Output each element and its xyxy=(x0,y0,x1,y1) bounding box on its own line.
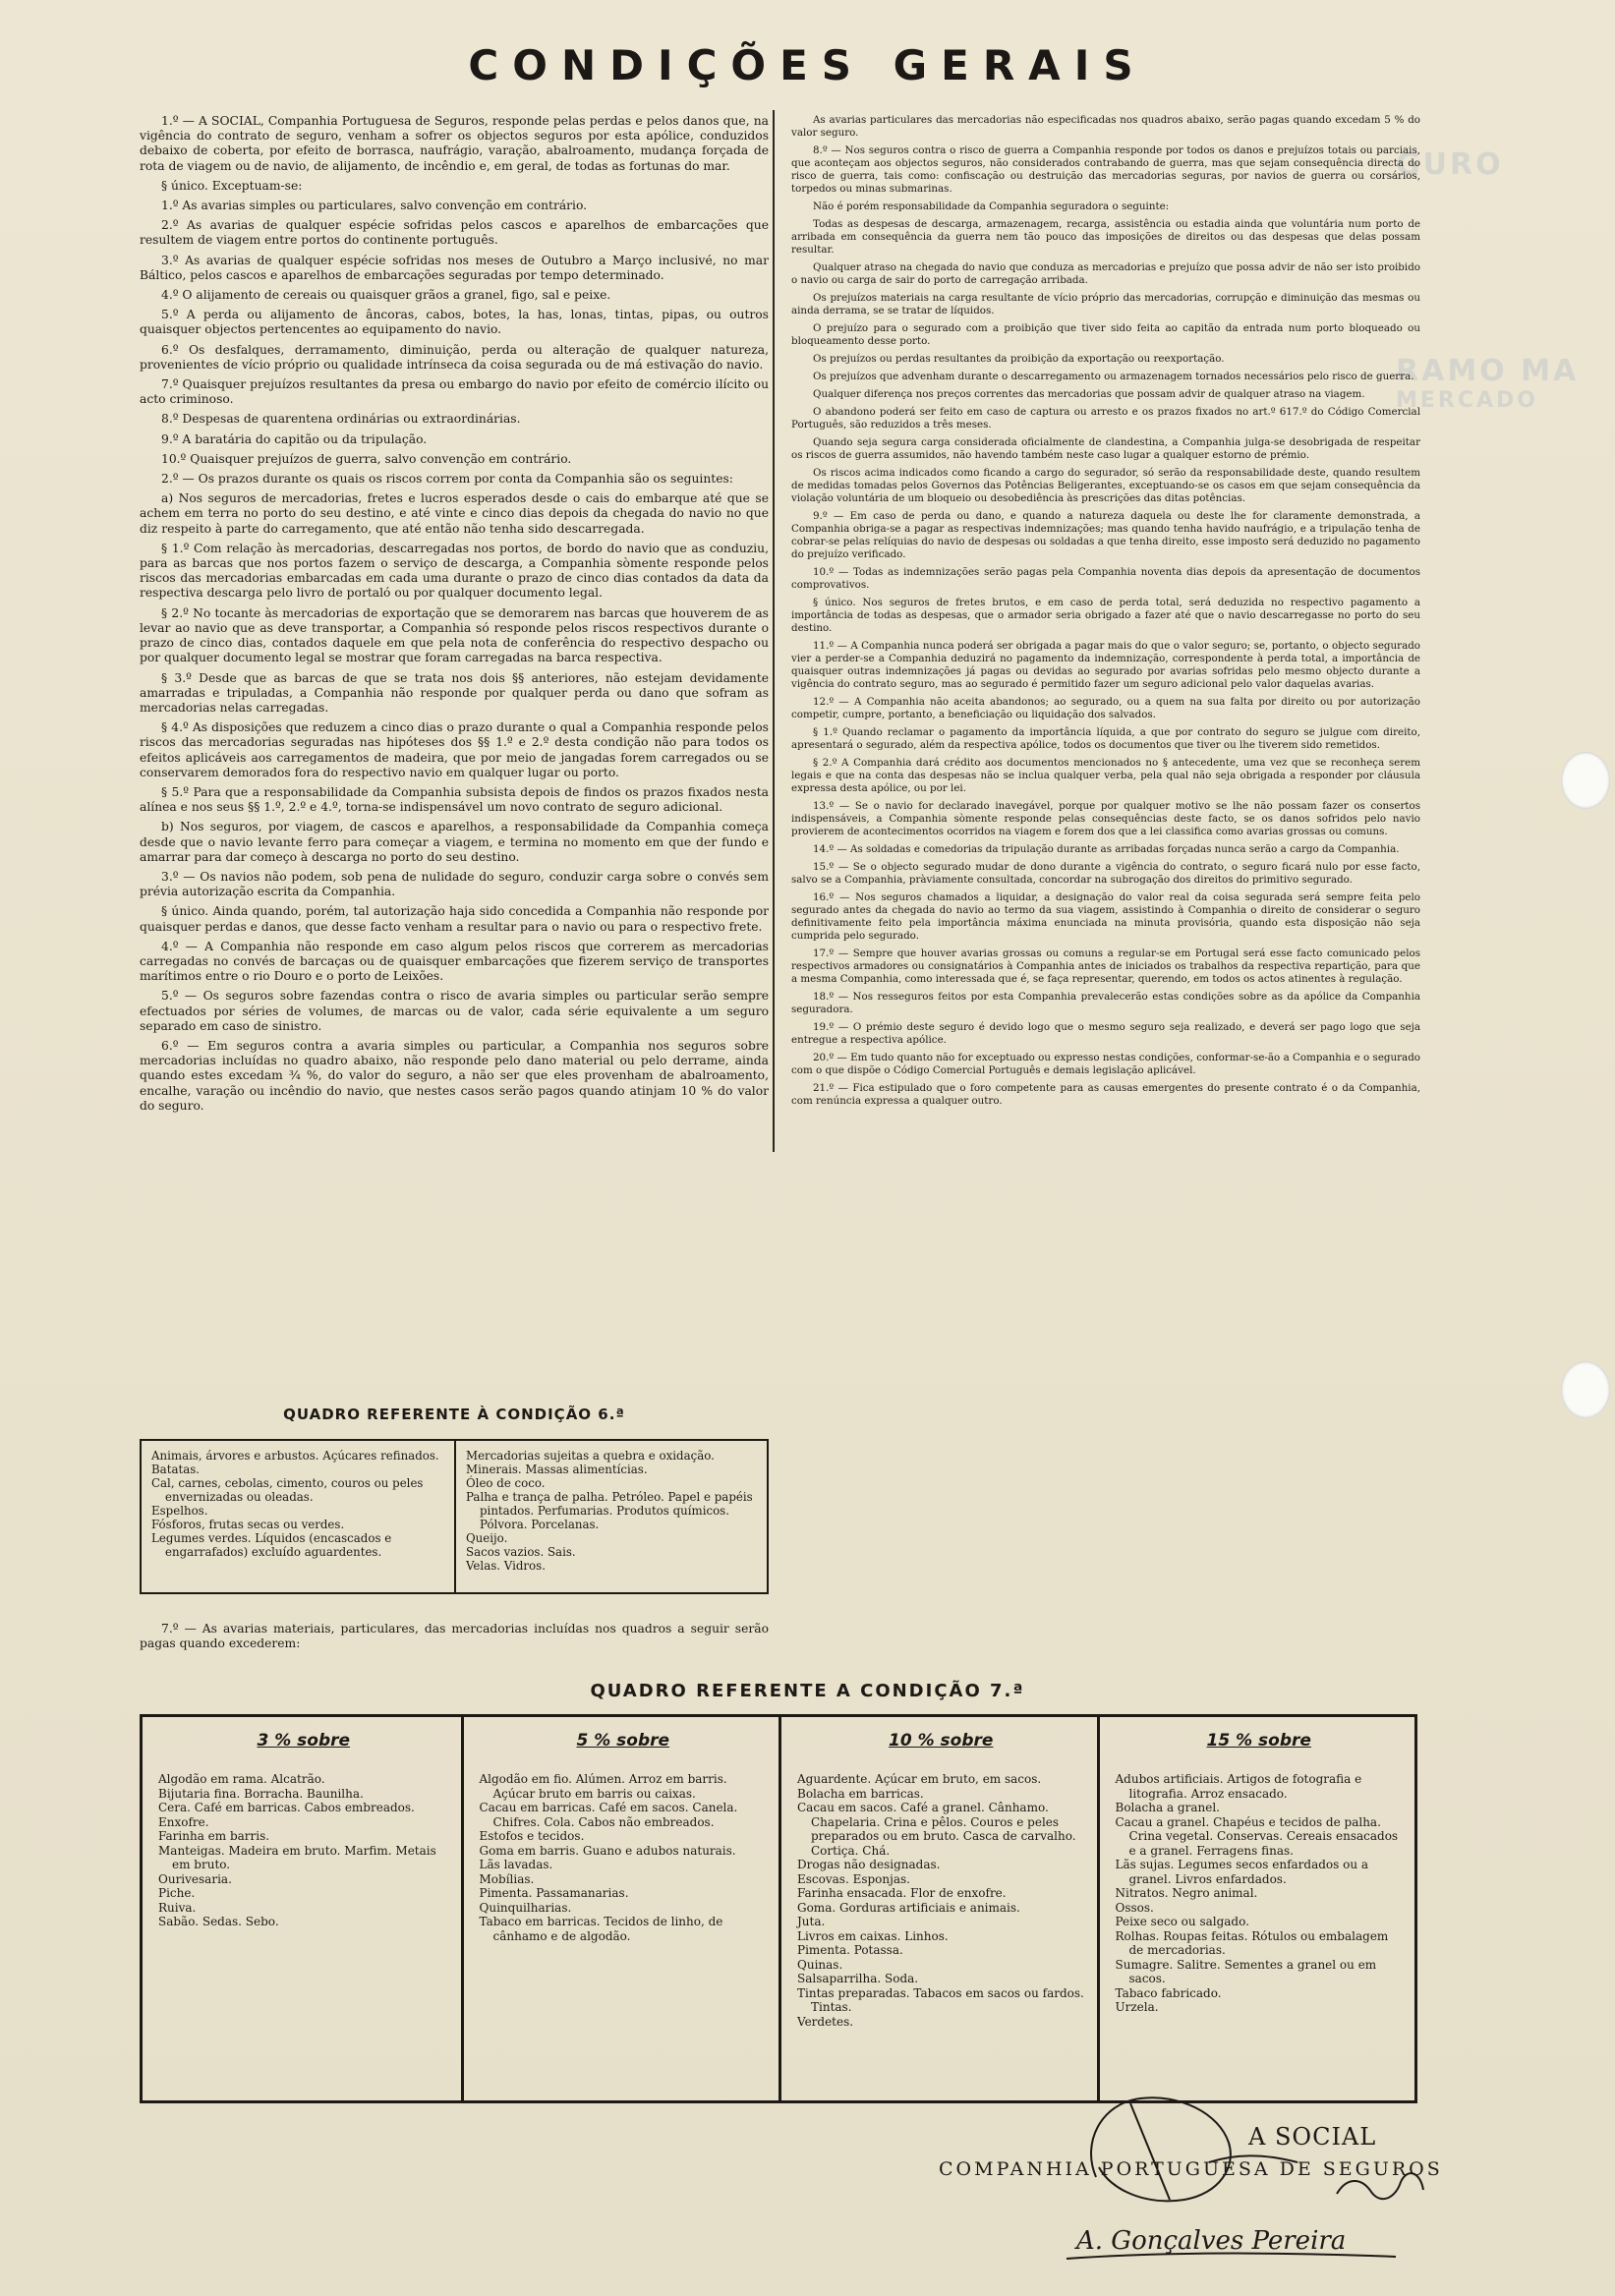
quadro7-item: Sabão. Sedas. Sebo. xyxy=(158,1915,279,1928)
condition-paragraph: 5.º A perda ou alijamento de âncoras, cabos, botes, la has, lonas, tintas, pipas, ou outros quaisquer objectos pertencentes ao equipamento do navio. xyxy=(140,308,769,337)
quadro7-item: Cacau a granel. Chapéus e tecidos de palha. Crina vegetal. Conservas. Cereais ensacados e a granel. Ferragens finas. xyxy=(1115,1814,1399,1858)
condition-paragraph: 9.º A baratária do capitão ou da tripulação. xyxy=(161,431,428,446)
quadro7-item: Verdetes. xyxy=(797,2014,854,2029)
quadro6-item: Legumes verdes. Líquidos (encascados e engarrafados) excluído aguardentes. xyxy=(151,1531,392,1559)
condition-paragraph: b) Nos seguros, por viagem, de cascos e aparelhos, a responsabilidade da Companhia começa desde que o navio levante ferro para começar a viagem, e termina no momento em que der fundo e amarrar para dar começo à descarga no porto do seu destino. xyxy=(140,820,769,864)
quadro6-item: Cal, carnes, cebolas, cimento, couros ou peles envernizadas ou oleadas. xyxy=(151,1476,424,1504)
quadro6-item: Fósforos, frutas secas ou verdes. xyxy=(151,1518,345,1531)
condition-paragraph: § 1.º Quando reclamar o pagamento da importância líquida, a que por contrato do seguro se julgue com direito, apresentará o segurado, além da respectiva apólice, todos os documentos que tiver ou lhe tiverem sido remetidos. xyxy=(791,726,1420,751)
condition-paragraph: 21.º — Fica estipulado que o foro competente para as causas emergentes do presente contrato é o da Companhia, com renúncia expressa a qualquer outro. xyxy=(791,1082,1420,1107)
condition-paragraph: 2.º As avarias de qualquer espécie sofridas pelos cascos e aparelhos de embarcações que resultem de viagem entre portos do continente português. xyxy=(140,218,769,248)
quadro7-item: Tabaco em barricas. Tecidos de linho, de cânhamo e de algodão. xyxy=(479,1915,723,1943)
condition-paragraph: 6.º Os desfalques, derramamento, diminuição, perda ou alteração de qualquer natureza, provenientes de vício próprio ou qualidade intrínseca da coisa segurada ou de má estivação do navio. xyxy=(140,342,769,372)
quadro7-item: Farinha ensacada. Flor de enxofre. xyxy=(797,1886,1007,1900)
quadro7-item: Nitratos. Negro animal. xyxy=(1115,1886,1258,1900)
signature-flourish xyxy=(1130,2103,1170,2200)
condition-paragraph: a) Nos seguros de mercadorias, fretes e lucros esperados desde o cais do embarque até que se achem em terra no porto do seu destino, e até vinte e cinco dias depois da chegada do navio no que diz respeito à parte do carregamento, que até então não tenha sido descarregada. xyxy=(140,491,769,536)
company-name: A SOCIAL xyxy=(1248,2123,1377,2151)
quadro7-item: Ossos. xyxy=(1115,1900,1154,1915)
condition-paragraph: Os prejuízos ou perdas resultantes da proibição da exportação ou reexportação. xyxy=(813,353,1225,365)
condition-paragraph: 3.º — Os navios não podem, sob pena de nulidade do seguro, conduzir carga sobre o convés sem prévia autorização escrita da Companhia. xyxy=(140,869,769,899)
quadro7-item: Ourivesaria. xyxy=(158,1871,232,1886)
quadro7-item: Cacau em sacos. Café a granel. Cânhamo. Chapelaria. Crina e pêlos. Couros e peles preparados ou em bruto. Casca de carvalho. Cortiça. Chá. xyxy=(797,1801,1076,1858)
condition-paragraph: Os prejuízos materiais na carga resultante de vício próprio das mercadorias, corrupção e diminuição das mesmas ou ainda derrama, se se tratar de líquidos. xyxy=(791,292,1420,316)
quadro7-item: Adubos artificiais. Artigos de fotografia e litografia. Arroz ensacado. xyxy=(1115,1772,1362,1801)
quadro6-item: Sacos vazios. Sais. xyxy=(466,1545,576,1559)
condition-paragraph: 10.º — Todas as indemnizações serão pagas pela Companhia noventa dias depois da apresentação de documentos comprovativos. xyxy=(791,566,1420,591)
quadro7-column-heading: 3 % sobre xyxy=(257,1731,351,1751)
condition-paragraph: § único. Exceptuam-se: xyxy=(161,178,303,193)
quadro6-item: Animais, árvores e arbustos. Açúcares refinados. xyxy=(151,1449,439,1463)
condition-paragraph: § 4.º As disposições que reduzem a cinco dias o prazo durante o qual a Companhia responde pelos riscos das mercadorias seguradas nas hipóteses dos §§ 1.º e 2.º desta condição não para todos os efeitos aplicáveis aos carregamentos de madeira, que por meio de jangadas forem carregados ou se conservarem demorados fora do respectivo navio em qualquer lugar ou porto. xyxy=(140,720,769,779)
condition-paragraph: 10.º Quaisquer prejuízos de guerra, salvo convenção em contrário. xyxy=(161,451,572,466)
quadro6-item: Mercadorias sujeitas a quebra e oxidação. xyxy=(466,1449,715,1463)
condition-paragraph: Não é porém responsabilidade da Companhia seguradora o seguinte: xyxy=(813,201,1170,212)
quadro7-item: Quinas. xyxy=(797,1957,843,1972)
quadro7-item: Rolhas. Roupas feitas. Rótulos ou embalagem de mercadorias. xyxy=(1115,1928,1389,1957)
quadro7-item: Estofos e tecidos. xyxy=(479,1829,585,1843)
condition-paragraph: 1.º As avarias simples ou particulares, salvo convenção em contrário. xyxy=(161,199,588,213)
condition-paragraph: 18.º — Nos resseguros feitos por esta Companhia prevalecerão estas condições sobre as da apólice da Companhia seguradora. xyxy=(791,991,1420,1015)
condition-paragraph: § 3.º Desde que as barcas de que se trata nos dois §§ anteriores, não estejam devidamente amarradas e tripuladas, a Companhia não responde por qualquer perda ou dano que sofram as mercadorias nelas carregadas. xyxy=(140,670,769,715)
quadro7-item: Piche. xyxy=(158,1886,196,1900)
ghost-text-guro: GURO xyxy=(1396,147,1504,182)
quadro6-item: Queijo. xyxy=(466,1531,508,1545)
quadro7-item: Urzela. xyxy=(1115,2000,1159,2014)
condition7-text: 7.º — As avarias materiais, particulares, das mercadorias incluídas nos quadros a seguir serão pagas quando excederem: xyxy=(140,1622,769,1651)
quadro7-item: Tintas preparadas. Tabacos em sacos ou fardos. Tintas. xyxy=(797,1985,1084,2014)
quadro7-item: Farinha em barris. xyxy=(158,1829,270,1843)
condition-paragraph: 3.º As avarias de qualquer espécie sofridas nos meses de Outubro a Março inclusivé, no mar Báltico, pelos cascos e aparelhos de embarcações seguradas por tempo determinado. xyxy=(140,253,769,282)
quadro6-title: QUADRO REFERENTE À CONDIÇÃO 6.ª xyxy=(283,1406,625,1423)
condition-paragraph: Os riscos acima indicados como ficando a cargo do segurador, só serão da responsabilidade deste, quando resultem de medidas tomadas pelos Governos das Potências Beligerantes, exceptuando-se os casos em que sejam consequência da violação voluntária de um bloqueio ou desobediência às prescrições das ditas potências. xyxy=(791,467,1420,504)
condition-paragraph: Todas as despesas de descarga, armazenagem, recarga, assistência ou estadia ainda que voluntária num porto de arribada em consequência da guerra nem tão pouco das imposições de direitos ou das despesas que delas possam resultar. xyxy=(791,218,1420,256)
page-title: CONDIÇÕES GERAIS xyxy=(468,41,1147,89)
condition-paragraph: § único. Ainda quando, porém, tal autorização haja sido concedida a Companhia não responde por quaisquer perdas e danos, que desse facto venham a resultar para o navio ou para o respectivo frete. xyxy=(140,904,769,934)
condition-paragraph: § único. Nos seguros de fretes brutos, e em caso de perda total, será deduzida no respectivo pagamento a importância de todas as despesas, que o armador seria obrigado a fazer até que o navio descarregasse no porto do seu destino. xyxy=(791,597,1420,634)
quadro6-item: Espelhos. xyxy=(151,1504,208,1518)
quadro7-item: Pimenta. Potassa. xyxy=(797,1943,903,1957)
condition-paragraph: 4.º — A Companhia não responde em caso algum pelos riscos que correrem as mercadorias carregadas no convés de barcaças ou de quaisquer embarcações que fizerem serviço de transportes marítimos entre o rio Douro e o porto de Leixões. xyxy=(140,939,769,984)
condition-paragraph: 7.º Quaisquer prejuízos resultantes da presa ou embargo do navio por efeito de comércio ilícito ou acto criminoso. xyxy=(140,377,769,407)
quadro7-item: Bijutaria fina. Borracha. Baunilha. xyxy=(158,1786,364,1801)
ghost-text-ramo: RAMO MA xyxy=(1396,354,1580,388)
handwritten-signature: A. Gonçalves Pereira xyxy=(1076,2226,1347,2256)
quadro7-item: Salsaparrilha. Soda. xyxy=(797,1972,919,1985)
quadro7-item: Bolacha a granel. xyxy=(1115,1801,1220,1814)
signature-flourish xyxy=(1091,2097,1231,2201)
quadro6-item: Minerais. Massas alimentícias. xyxy=(466,1463,648,1476)
quadro7-title: QUADRO REFERENTE A CONDIÇÃO 7.ª xyxy=(590,1681,1025,1701)
condition-paragraph: 5.º — Os seguros sobre fazendas contra o risco de avaria simples ou particular serão sempre efectuados por séries de volumes, de marcas ou de valor, cada série equivalente a um seguro separado em caso de sinistro. xyxy=(140,989,769,1033)
quadro7-item: Cacau em barricas. Café em sacos. Canela. Chifres. Cola. Cabos não embreados. xyxy=(479,1801,738,1829)
condition-paragraph: 13.º — Se o navio for declarado inavegável, porque por qualquer motivo se lhe não possam fazer os consertos indispensáveis, a Companhia sòmente responde pelas consequências deste facto, se os danos sofridos pelo navio provierem de acontecimentos ocorridos na viagem e forem dos que a lei classifica como avarias grossas ou comuns. xyxy=(791,800,1420,837)
condition-paragraph: As avarias particulares das mercadorias não especificadas nos quadros abaixo, serão pagas quando excedam 5 % do valor seguro. xyxy=(791,114,1420,139)
quadro7-item: Sumagre. Salitre. Sementes a granel ou em sacos. xyxy=(1115,1957,1377,1985)
condition-paragraph: 12.º — A Companhia não aceita abandonos; ao segurado, ou a quem na sua falta por direito ou por autorização competir, cumpre, portanto, a beneficiação ou liquidação dos salvados. xyxy=(791,696,1420,720)
quadro7-item: Algodão em fio. Alúmen. Arroz em barris. Açúcar bruto em barris ou caixas. xyxy=(479,1772,727,1801)
condition-paragraph: 16.º — Nos seguros chamados a liquidar, a designação do valor real da coisa segurada será sempre feita pelo segurado antes da chegada do navio ao termo da sua viagem, assistindo à Companhia o direito de considerar o seguro definitivamente feito pela importância máxima enunciada na minuta provisória, quando esta disposição não seja cumprida pelo segurado. xyxy=(791,891,1420,942)
condition-paragraph: § 2.º A Companhia dará crédito aos documentos mencionados no § antecedente, uma vez que se reconheça serem legais e que na conta das despesas não se inclua qualquer verba, pela qual não seja obrigada a responder por cláusula expressa desta apólice, ou por lei. xyxy=(791,757,1420,794)
quadro7-item: Escovas. Esponjas. xyxy=(797,1871,910,1886)
condition-paragraph: O prejuízo para o segurado com a proibição que tiver sido feita ao capitão da entrada num porto bloqueado ou bloqueamento desse porto. xyxy=(791,322,1420,347)
quadro7-item: Aguardente. Açúcar em bruto, em sacos. xyxy=(797,1772,1042,1786)
condition-paragraph: 2.º — Os prazos durante os quais os riscos correm por conta da Companhia são os seguintes: xyxy=(161,472,733,487)
quadro7-column-heading: 5 % sobre xyxy=(576,1731,670,1751)
condition-paragraph: 9.º — Em caso de perda ou dano, e quando a natureza daquela ou deste lhe for claramente demonstrada, a Companhia obriga-se a pagar as respectivas indemnizações; mas quando tenha havido naufrágio, e a tripulação tenha de cobrar-se pelas relíquias do navio de despesas ou soldadas a que tenha direito, esse imposto será deduzido no pagamento do prejuízo verificado. xyxy=(791,510,1420,560)
quadro6-item: Palha e trança de palha. Petróleo. Papel e papéis pintados. Perfumarias. Produtos químicos. Pólvora. Porcelanas. xyxy=(466,1490,753,1531)
quadro7-item: Bolacha em barricas. xyxy=(797,1786,924,1801)
condition-paragraph: Os prejuízos que advenham durante o descarregamento ou armazenagem tornados necessários pelo risco de guerra. xyxy=(813,371,1414,382)
company-subtitle: COMPANHIA PORTUGUESA DE SEGUROS xyxy=(939,2158,1443,2180)
quadro7-item: Cera. Café em barricas. Cabos embreados. xyxy=(158,1801,415,1814)
quadro7-item: Juta. xyxy=(797,1915,826,1928)
condition-paragraph: 8.º Despesas de quarentena ordinárias ou extraordinárias. xyxy=(161,412,521,427)
condition-paragraph: 15.º — Se o objecto segurado mudar de dono durante a vigência do contrato, o seguro ficará nulo por esse facto, salvo se a Companhia, pràviamente consultada, concordar na subrogação dos direitos do primitivo segurado. xyxy=(791,861,1420,886)
quadro7-item: Pimenta. Passamanarias. xyxy=(479,1886,629,1900)
quadro7-item: Mobílias. xyxy=(479,1871,535,1886)
ghost-text-mercado: MERCADO xyxy=(1396,388,1538,413)
condition-paragraph: 19.º — O prémio deste seguro é devido logo que o mesmo seguro seja realizado, e deverá ser pago logo que seja entregue a respectiva apólice. xyxy=(791,1021,1420,1046)
quadro7-column-heading: 10 % sobre xyxy=(889,1731,994,1751)
quadro6-item: Batatas. xyxy=(151,1463,201,1476)
condition-paragraph: § 2.º No tocante às mercadorias de exportação que se demorarem nas barcas que houverem de as levar ao navio que as deve transportar, a Companhia só responde pelos riscos respectivos durante o prazo de cinco dias, contados daquele em que pela nota de conferência do respectivo despacho ou por qualquer documento legal se mostrar que foram carregadas na barca respectiva. xyxy=(140,605,769,665)
quadro7-item: Goma em barris. Guano e adubos naturais. xyxy=(479,1843,736,1858)
condition-paragraph: § 1.º Com relação às mercadorias, descarregadas nos portos, de bordo do navio que as conduziu, para as barcas que nos portos fazem o serviço de descarga, a Companhia sòmente responde pelos riscos das mercadorias embarcadas em cada uma durante o prazo de cinco dias contados da data da respectiva descarga pelo livro de portaló ou por qualquer documento legal. xyxy=(140,541,769,601)
quadro7-item: Goma. Gorduras artificiais e animais. xyxy=(797,1900,1020,1915)
quadro7-item: Livros em caixas. Linhos. xyxy=(797,1928,949,1943)
condition-paragraph: 11.º — A Companhia nunca poderá ser obrigada a pagar mais do que o valor seguro; se, portanto, o objecto segurado vier a perder-se a Companhia deduzirá no pagamento da indemnização, correspondente à perda total, a importância de quaisquer outras indemnizações já pagas ou devidas ao segurado por avarias sofridas pelo mesmo objecto durante a vigência do contrato seguro, mas ao segurado é permitido fazer um seguro adicional pelo valor daquelas avarias. xyxy=(791,640,1420,690)
quadro7-item: Ruiva. xyxy=(158,1900,197,1915)
quadro7-item: Manteigas. Madeira em bruto. Marfim. Metais em bruto. xyxy=(158,1843,436,1871)
condition-paragraph: 8.º — Nos seguros contra o risco de guerra a Companhia responde por todos os danos e prejuízos totais ou parciais, que aconteçam aos objectos seguros, não considerados contrabando de guerra, mas que sejam consequência directa do risco de guerra, tais como: confiscação ou destruição das mercadorias seguras, por navios de guerra ou corsários, torpedos ou minas submarinas. xyxy=(791,144,1420,195)
quadro7-item: Lãs lavadas. xyxy=(479,1858,553,1871)
condition-paragraph: 1.º — A SOCIAL, Companhia Portuguesa de Seguros, responde pelas perdas e pelos danos que, na vigência do contrato de seguro, venham a sofrer os objectos seguros por esta apólice, conduzidos debaixo de coberta, por efeito de borrasca, naufrágio, varação, abalroamento, mudança forçada de rota de viagem ou de navio, de alijamento, de incêndio e, em geral, de todas as fortunas do mar. xyxy=(140,114,769,173)
condition-paragraph: 20.º — Em tudo quanto não for exceptuado ou expresso nestas condições, conformar-se-ão a Companhia e o segurado com o que dispõe o Código Comercial Português e demais legislação aplicável. xyxy=(791,1052,1420,1076)
quadro7-item: Peixe seco ou salgado. xyxy=(1115,1915,1249,1928)
condition-paragraph: 6.º — Em seguros contra a avaria simples ou particular, a Companhia nos seguros sobre mercadorias incluídas no quadro abaixo, não responde pelo dano material ou pelo derrame, ainda quando estes excedam ¾ %, do valor do seguro, a não ser que eles provenham de abalroamento, encalhe, varação ou incêndio do navio, que nestes casos serão pagos quando atinjam 10 % do valor do seguro. xyxy=(140,1038,769,1113)
quadro7-item: Lãs sujas. Legumes secos enfardados ou a granel. Livros enfardados. xyxy=(1115,1858,1369,1886)
quadro6-item: Velas. Vidros. xyxy=(466,1559,546,1573)
condition-paragraph: 14.º — As soldadas e comedorias da tripulação durante as arribadas forçadas nunca serão a cargo da Companhia. xyxy=(813,843,1400,855)
condition-paragraph: § 5.º Para que a responsabilidade da Companhia subsista depois de findos os prazos fixados nesta alínea e nos seus §§ 1.º, 2.º e 4.º, torna-se indispensável um novo contrato de seguro adicional. xyxy=(140,784,769,815)
quadro7-item: Enxofre. xyxy=(158,1814,209,1829)
condition-paragraph: Qualquer diferença nos preços correntes das mercadorias que possam advir de qualquer atraso na viagem. xyxy=(813,388,1365,400)
condition-paragraph: Quando seja segura carga considerada oficialmente de clandestina, a Companhia julga-se desobrigada de respeitar os riscos de guerra assumidos, não havendo também neste caso lugar a qualquer estorno de prémio. xyxy=(791,436,1420,461)
condition-paragraph: 17.º — Sempre que houver avarias grossas ou comuns a regular-se em Portugal será esse facto comunicado pelos respectivos armadores ou consignatários à Companhia antes de iniciados os trabalhos da respectiva repartição, para que a mesma Companhia, como interessada que é, se faça representar, querendo, em todos os actos atinentes à regulação. xyxy=(791,947,1420,985)
quadro6-item: Óleo de coco. xyxy=(466,1476,546,1490)
condition-paragraph: O abandono poderá ser feito em caso de captura ou arresto e os prazos fixados no art.º 617.º do Código Comercial Português, são reduzidos a três meses. xyxy=(791,406,1420,430)
condition-paragraph: Qualquer atraso na chegada do navio que conduza as mercadorias e prejuízo que possa advir de não ser isto proibido o navio ou carga de sair do porto de carregação arribada. xyxy=(791,261,1420,286)
quadro7-item: Quinquilharias. xyxy=(479,1900,572,1915)
condition-paragraph: 4.º O alijamento de cereais ou quaisquer grãos a granel, figo, sal e peixe. xyxy=(161,288,611,303)
quadro7-item: Drogas não designadas. xyxy=(797,1858,941,1871)
quadro7-item: Tabaco fabricado. xyxy=(1115,1985,1222,2000)
quadro7-column-heading: 15 % sobre xyxy=(1206,1731,1311,1751)
quadro7-item: Algodão em rama. Alcatrão. xyxy=(158,1772,325,1786)
